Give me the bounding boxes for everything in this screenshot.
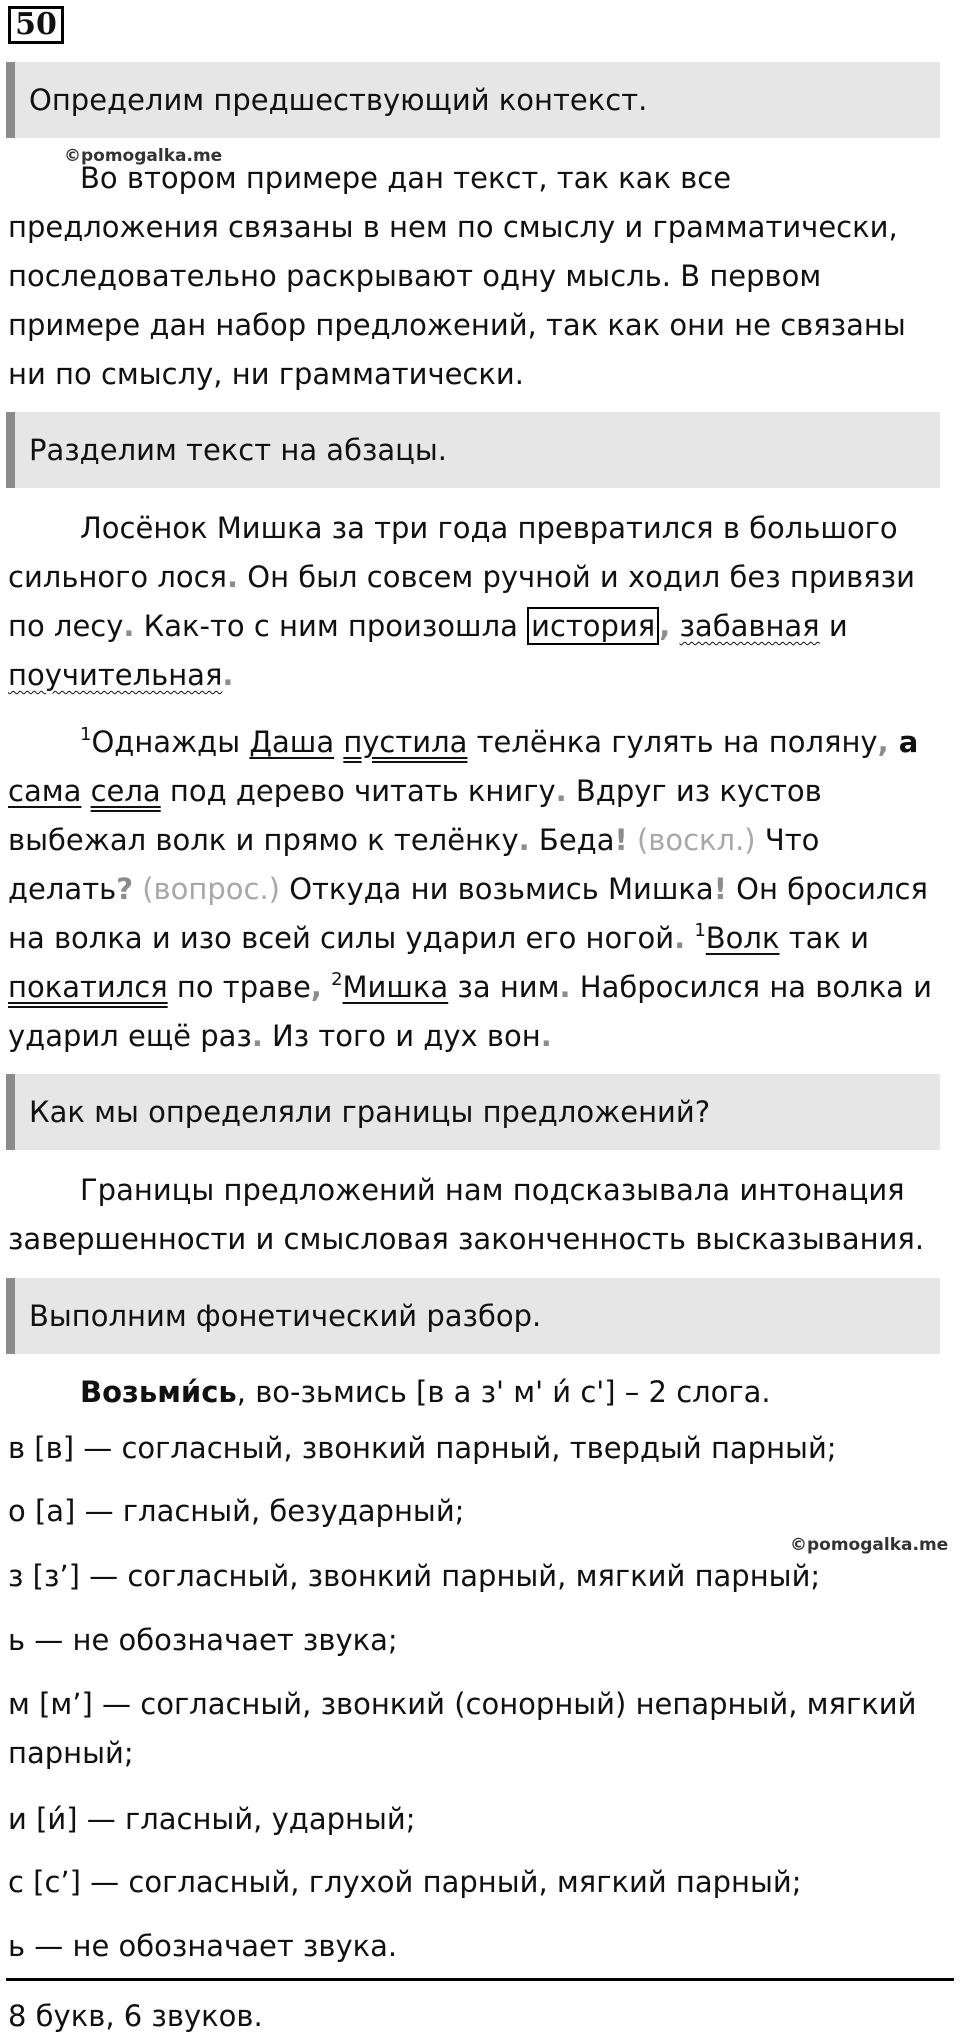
predicate-underline: покатился (8, 970, 168, 1004)
subject-underline: Мишка (342, 970, 449, 1004)
phoneme-line: ь — не обозначает звука. (8, 1929, 398, 1963)
summary-line: 8 букв, 6 звуков. (8, 1999, 263, 2033)
section-header-boundaries: Как мы определяли границы предложений? (6, 1074, 940, 1150)
phoneme-line: в [в] — согласный, звонкий парный, твердый парный; (8, 1431, 837, 1465)
sentence-type-note: (вопрос.) (142, 872, 280, 906)
section-header-context: Определим предшествующий контекст. (6, 62, 940, 138)
story-paragraph-2: $^1$Однажды Даша пустила телёнка гулять на поляну, а сама села под дерево читать книгу. Вдруг из кустов выбежал волк и прямо к телёнку. Беда! (воскл.) Что делать? (вопрос.) Откуда ни возьмись Мишка! Он бросился на волка и изо всей силы ударил его ногой. $^1$Волк так и покатился по траве, $^2$Мишка за ним. Набросился на волка и ударил ещё раз. Из того и дух вон. (8, 724, 933, 1053)
subject-underline: сама (8, 774, 82, 808)
phoneme-line: ь — не обозначает звука; (8, 1623, 398, 1657)
subject-underline: Волк (705, 921, 780, 955)
story-paragraph-1: Лосёнок Мишка за три года превратился в большого сильного лося. Он был совсем ручной и ходил без привязи по лесу. Как-то с ним произошла история , забавная и поучительная. (8, 511, 915, 692)
boundaries-paragraph: Границы предложений нам подсказывала интонация завершенности и смысловая законченность высказывания. (8, 1173, 925, 1256)
subject-underline: Даша (249, 725, 335, 759)
watermark: ©pomogalka.me (790, 1535, 949, 1555)
divider-line (6, 1978, 954, 1981)
phonetic-word-line: Возьми́сь, во-зьмись [в а з' м' и́ с'] – 2 слога. (80, 1375, 771, 1409)
section-header-phonetic: Выполним фонетический разбор. (6, 1278, 940, 1354)
phonetic-word: Возьми́сь (80, 1375, 237, 1409)
phoneme-line: з [з’] — согласный, звонкий парный, мягкий парный; (8, 1559, 821, 1593)
task-number: 50 (8, 6, 64, 44)
phoneme-line: и [и́] — гласный, ударный; (8, 1802, 416, 1836)
wavy-underlined-word: поучительная (8, 658, 223, 692)
phoneme-line: с [с’] — согласный, глухой парный, мягкий парный; (8, 1865, 802, 1899)
section-header-paragraphs: Разделим текст на абзацы. (6, 412, 940, 488)
predicate-underline: села (90, 774, 161, 808)
phoneme-line: о [а] — гласный, безударный; (8, 1494, 465, 1528)
context-paragraph: Во втором примере дан текст, так как все предложения связаны в нем по смыслу и грамматически, последовательно раскрывают одну мысль. В первом примере дан набор предложений, так как они не связаны ни по смыслу, ни грамматически. (8, 161, 906, 391)
predicate-underline: пустила (343, 725, 468, 759)
phoneme-line: м [м’] — согласный, звонкий (сонорный) непарный, мягкий парный; (8, 1687, 917, 1770)
wavy-underlined-word: забавная (679, 609, 820, 643)
boxed-word: история (527, 607, 659, 645)
watermark: ©pomogalka.me (64, 146, 223, 166)
sentence-type-note: (воскл.) (636, 823, 756, 857)
